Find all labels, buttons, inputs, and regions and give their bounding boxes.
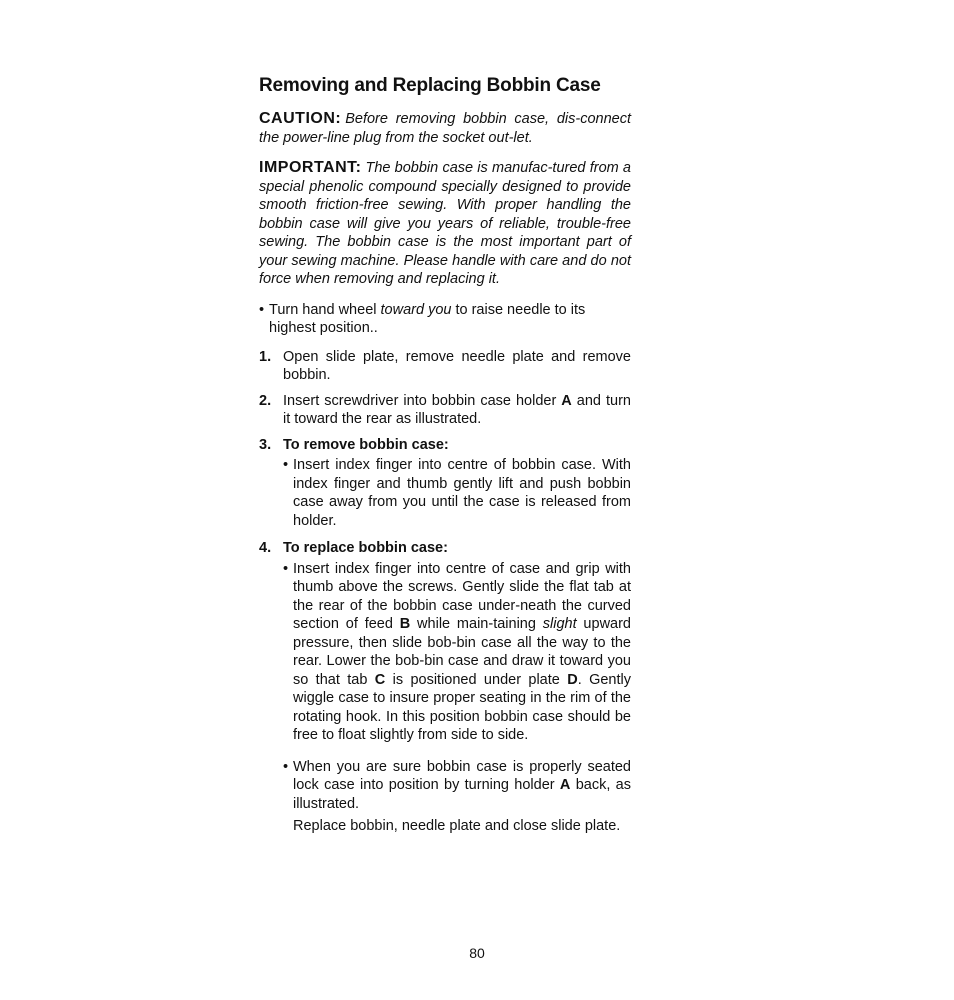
step4-bullet-2-text (293, 758, 631, 814)
important-note (259, 159, 631, 289)
step-number: 2. (259, 392, 272, 409)
step4-bullet-2 (283, 758, 631, 814)
final-instruction: Replace bobbin, needle plate and close slide plate. (293, 818, 621, 834)
page-title: Removing and Replacing Bobbin Case (259, 75, 601, 96)
bullet-icon: • (283, 457, 289, 473)
step-4 (259, 539, 631, 558)
step3-body (283, 456, 631, 530)
step2-post: and turn it toward the rear as illustrated. (283, 392, 631, 427)
b1-p4: is positioned under plate (385, 671, 568, 688)
b1-p3: upward pressure, then slide bob-bin case all the way to the rear. Lower the bob-bin case and draw it toward you so that tab (293, 616, 631, 688)
caution-label: CAUTION: (259, 110, 342, 127)
label-d: D (567, 671, 578, 688)
b1-em: slight (542, 616, 577, 632)
b2-pre: When you are sure bobbin case is properly seated lock case into position by turning holder (293, 758, 631, 793)
step3-heading: To remove bobbin case: (283, 436, 449, 453)
step2-pre: Insert screwdriver into bobbin case holder (283, 392, 562, 409)
step3-bullet-text: Insert index finger into centre of bobbin case. With index finger and thumb gently lift and push bobbin case away from you until the case is released from holder. (293, 457, 631, 529)
intro-text-em: toward you (380, 301, 452, 318)
step-number: 4. (259, 540, 272, 556)
step4-bullet-1 (283, 560, 631, 745)
step-text (283, 392, 631, 429)
intro-text-pre: Turn hand wheel (269, 301, 381, 318)
step-number: 1. (259, 348, 272, 365)
intro-bullet-text (269, 301, 631, 338)
step4-bullet-1-text (293, 560, 631, 745)
important-label: IMPORTANT: (259, 159, 362, 176)
manual-page (259, 74, 631, 836)
b2-post: back, as illustrated. (293, 777, 632, 812)
page-number: 80 (469, 945, 485, 961)
step4-body (283, 560, 631, 836)
intro-text-post: to raise needle to its highest position.. (269, 301, 586, 336)
b1-p1: Insert index finger into centre of case and grip with thumb above the screws. Gently slide the flat tab at the rear of the bobbin case under-neath the curved section of feed (293, 560, 631, 632)
caution-note (259, 110, 631, 147)
bullet-icon: • (283, 758, 289, 775)
step4-heading: To replace bobbin case: (283, 540, 448, 556)
label-b: B (399, 616, 411, 632)
step-1 (259, 348, 631, 385)
caution-text: Before removing bobbin case, dis-connect the power-line plug from the socket out-let. (259, 111, 631, 146)
bullet-icon: • (283, 560, 289, 577)
step2-label-a: A (561, 392, 572, 409)
label-a: A (559, 777, 571, 793)
intro-bullet (259, 301, 631, 338)
label-c: C (374, 671, 386, 688)
step-number: 3. (259, 436, 272, 453)
important-text: The bobbin case is manufac-tured from a special phenolic compound specially designed to provide smooth friction-free sewing. With proper handling the bobbin case will give you years of reliable, trouble-free sewing. The bobbin case is the most important part of your sewing machine. Please handle with care and do not force when removing and replacing it. (259, 160, 631, 287)
step3-bullet (283, 456, 631, 530)
b1-p2: while main-taining (410, 616, 543, 632)
b1-p5: . Gently wiggle case to insure proper seating in the rim of the rotating hook. In this position bobbin case should be free to float slightly from side to side. (293, 671, 631, 743)
step-2 (259, 392, 631, 429)
step-3 (259, 436, 631, 455)
step-text: Open slide plate, remove needle plate and remove bobbin. (283, 348, 631, 383)
bullet-icon: • (259, 301, 265, 318)
